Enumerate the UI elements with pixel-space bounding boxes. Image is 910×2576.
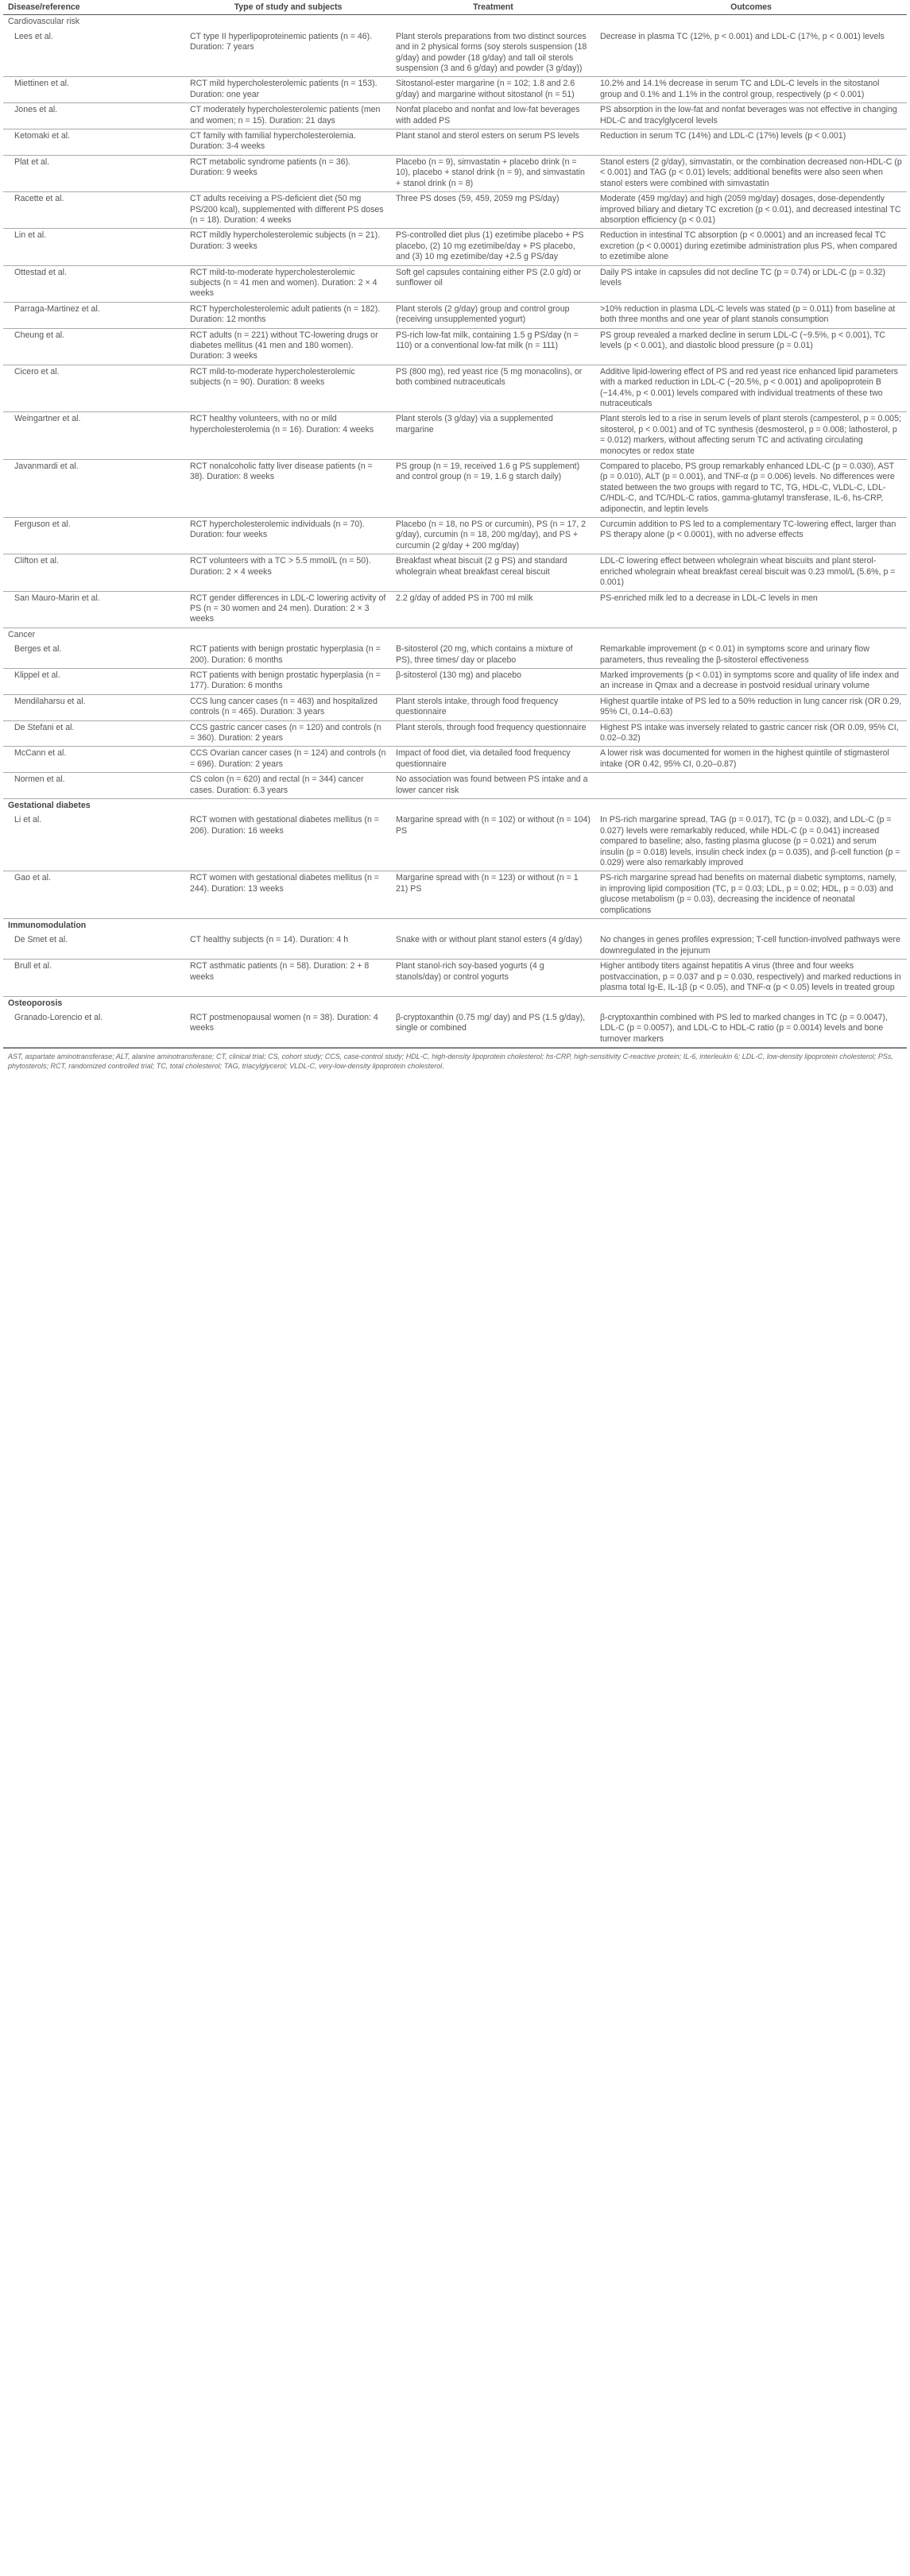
cell-outcomes: PS group revealed a marked decline in serum LDL-C (−9.5%, p < 0.001), TC levels (p < 0.001), and diastolic blood pressure (p = 0.01) <box>595 328 907 365</box>
cell-study-type: RCT mild-to-moderate hypercholesterolemic subjects (n = 90). Duration: 8 weeks <box>185 365 391 412</box>
cell-reference: Ketomaki et al. <box>3 129 185 156</box>
cell-study-type: RCT women with gestational diabetes mellitus (n = 206). Duration: 16 weeks <box>185 813 391 871</box>
table-row <box>3 77 907 103</box>
section-row <box>3 919 907 934</box>
cell-outcomes: Compared to placebo, PS group remarkably enhanced LDL-C (p = 0.030), AST (p = 0.010), ALT (p = 0.001), and TNF-α (p = 0.006) levels. No differences were stated between the two groups with regard to TC, TG, HDL-C, VLDL-C, LDL-C/HDL-C, and TC/HDL-C ratios, gamma-glutamyl transferase, IL-6, hs-CRP, adiponectin, and leptin levels <box>595 460 907 518</box>
cell-reference: Normen et al. <box>3 773 185 799</box>
header-treatment: Treatment <box>391 2 595 15</box>
cell-study-type: RCT nonalcoholic fatty liver disease patients (n = 38). Duration: 8 weeks <box>185 460 391 518</box>
cell-study-type: RCT healthy volunteers, with no or mild hypercholesterolemia (n = 16). Duration: 4 weeks <box>185 412 391 460</box>
cell-study-type: RCT mild-to-moderate hypercholesterolemic subjects (n = 41 men and women). Duration: 2 × 4 weeks <box>185 265 391 302</box>
cell-study-type: RCT patients with benign prostatic hyperplasia (n = 200). Duration: 6 months <box>185 643 391 668</box>
cell-reference: Cicero et al. <box>3 365 185 412</box>
table-row <box>3 871 907 919</box>
cell-reference: Berges et al. <box>3 643 185 668</box>
cell-outcomes: >10% reduction in plasma LDL-C levels was stated (p = 0.011) from baseline at both three months and one year of plant stanols consumption <box>595 302 907 328</box>
cell-treatment: Sitostanol-ester margarine (n = 102; 1.8 and 2.6 g/day) and margarine without sitostanol (n = 51) <box>391 77 595 103</box>
table-row <box>3 933 907 959</box>
table-row <box>3 694 907 720</box>
cell-treatment: Impact of food diet, via detailed food frequency questionnaire <box>391 747 595 773</box>
cell-reference: Clifton et al. <box>3 554 185 591</box>
cell-outcomes: In PS-rich margarine spread, TAG (p = 0.017), TC (p = 0.032), and LDL-C (p = 0.027) levels were remarkably reduced, while HDL-C (p = 0.041) increased compared to baseline; also, fasting plasma glucose (p = 0.021) and serum insulin (p = 0.018) levels, insulin check index (p = 0.035), and β-cell function (p = 0.029) were also remarkably improved <box>595 813 907 871</box>
cell-outcomes: Stanol esters (2 g/day), simvastatin, or the combination decreased non-HDL-C (p < 0.001) and TAG (p < 0.01) levels; additional benefits were also seen when stanol esters were combined with simvastatin <box>595 155 907 191</box>
cell-outcomes: 10.2% and 14.1% decrease in serum TC and LDL-C levels in the sitostanol group and 0.1% and 1.1% in the control group, respectively (p < 0.001) <box>595 77 907 103</box>
cell-reference: Gao et al. <box>3 871 185 919</box>
table-row <box>3 302 907 328</box>
cell-treatment: PS-controlled diet plus (1) ezetimibe placebo + PS placebo, (2) 10 mg ezetimibe/day + PS placebo, and (3) 10 mg ezetimibe/day +2.5 g PS/day <box>391 229 595 265</box>
cell-treatment: β-sitosterol (130 mg) and placebo <box>391 668 595 694</box>
cell-study-type: CT family with familial hypercholesterolemia. Duration: 3-4 weeks <box>185 129 391 156</box>
cell-reference: Racette et al. <box>3 192 185 229</box>
cell-study-type: RCT mild hypercholesterolemic patients (n = 153). Duration: one year <box>185 77 391 103</box>
cell-outcomes: Marked improvements (p < 0.01) in symptoms score and quality of life index and an increase in Qmax and a decrease in postvoid residual urinary volume <box>595 668 907 694</box>
cell-reference: Jones et al. <box>3 103 185 129</box>
cell-treatment: Snake with or without plant stanol esters (4 g/day) <box>391 933 595 959</box>
table-row <box>3 129 907 156</box>
cell-outcomes: PS absorption in the low-fat and nonfat beverages was not effective in changing HDL-C and tracylglycerol levels <box>595 103 907 129</box>
table-row <box>3 960 907 996</box>
cell-study-type: RCT patients with benign prostatic hyperplasia (n = 177). Duration: 6 months <box>185 668 391 694</box>
cell-study-type: CCS lung cancer cases (n = 463) and hospitalized controls (n = 465). Duration: 3 years <box>185 694 391 720</box>
section-row <box>3 15 907 30</box>
cell-outcomes: Plant sterols led to a rise in serum levels of plant sterols (campesterol, p = 0.005; sitosterol, p < 0.001) and of TC synthesis (desmosterol, p = 0.008; lathosterol, p = 0.012) markers, without affecting serum TC and activating circulating monocytes or redox state <box>595 412 907 460</box>
cell-treatment: Plant sterols (3 g/day) via a supplemented margarine <box>391 412 595 460</box>
cell-reference: Plat et al. <box>3 155 185 191</box>
cell-treatment: Plant sterols intake, through food frequency questionnaire <box>391 694 595 720</box>
table-footnote: AST, aspartate aminotransferase; ALT, alanine aminotransferase; CT, clinical trial; CS, cohort study; CCS, case-control study; HDL-C, high-density lipoprotein cholesterol; hs-CRP, high-sensitivity C-reactive protein; IL-6, interleukin 6; LDL-C, low-density lipoprotein cholesterol; PSs, phytosterols; RCT, randomized controlled trial; TC, total cholesterol; TAG, triacylglycerol; VLDL-C, very-low-density lipoprotein cholesterol. <box>3 1048 907 1071</box>
cell-treatment: Placebo (n = 9), simvastatin + placebo drink (n = 10), placebo + stanol drink (n = 9), and simvastatin + stanol drink (n = 8) <box>391 155 595 191</box>
cell-treatment: Plant sterols, through food frequency questionnaire <box>391 720 595 747</box>
section-title: Osteoporosis <box>8 998 63 1008</box>
table-body <box>3 15 907 1048</box>
cell-treatment: Plant stanol-rich soy-based yogurts (4 g stanols/day) or control yogurts <box>391 960 595 996</box>
cell-study-type: CCS gastric cancer cases (n = 120) and controls (n = 360). Duration: 2 years <box>185 720 391 747</box>
cell-outcomes: Moderate (459 mg/day) and high (2059 mg/day) dosages, dose-dependently improved biliary and dietary TC excretion (p < 0.01), and decreased intestinal TC absorption efficiency (p < 0.01) <box>595 192 907 229</box>
cell-treatment: PS-rich low-fat milk, containing 1.5 g PS/day (n = 110) or a conventional low-fat milk (n = 111) <box>391 328 595 365</box>
section-title: Immunomodulation <box>8 921 87 931</box>
cell-study-type: RCT volunteers with a TC > 5.5 mmol/L (n = 50). Duration: 2 × 4 weeks <box>185 554 391 591</box>
section-row <box>3 799 907 814</box>
cell-reference: Brull et al. <box>3 960 185 996</box>
cell-outcomes: β-cryptoxanthin combined with PS led to marked changes in TC (p = 0.0047), LDL-C (p = 0.0057), and LDL-C to HDL-C ratio (p = 0.0014) levels and bone turnover markers <box>595 1011 907 1048</box>
cell-study-type: RCT asthmatic patients (n = 58). Duration: 2 + 8 weeks <box>185 960 391 996</box>
cell-outcomes: Reduction in serum TC (14%) and LDL-C (17%) levels (p < 0.001) <box>595 129 907 156</box>
table-row <box>3 155 907 191</box>
cell-reference: Ferguson et al. <box>3 518 185 554</box>
cell-reference: San Mauro-Marin et al. <box>3 591 185 628</box>
cell-outcomes: Higher antibody titers against hepatitis A virus (three and four weeks postvaccination, p = 0.037 and p = 0.030, respectively) and marked reductions in plasma total Ig-E, IL-1β (p < 0.05), and TNF-α (p < 0.05) levels in treated group <box>595 960 907 996</box>
cell-treatment: Nonfat placebo and nonfat and low-fat beverages with added PS <box>391 103 595 129</box>
table-row <box>3 643 907 668</box>
cell-reference: Javanmardi et al. <box>3 460 185 518</box>
cell-study-type: RCT adults (n = 221) without TC-lowering drugs or diabetes mellitus (41 men and 180 women). Duration: 3 weeks <box>185 328 391 365</box>
cell-study-type: CS colon (n = 620) and rectal (n = 344) cancer cases. Duration: 6.3 years <box>185 773 391 799</box>
cell-study-type: RCT postmenopausal women (n = 38). Duration: 4 weeks <box>185 1011 391 1048</box>
table-row <box>3 192 907 229</box>
cell-reference: Klippel et al. <box>3 668 185 694</box>
cell-treatment: Plant stanol and sterol esters on serum PS levels <box>391 129 595 156</box>
cell-treatment: Plant sterols (2 g/day) group and control group (receiving unsupplemented yogurt) <box>391 302 595 328</box>
cell-outcomes: Daily PS intake in capsules did not decline TC (p = 0.74) or LDL-C (p = 0.32) levels <box>595 265 907 302</box>
cell-outcomes: A lower risk was documented for women in the highest quintile of stigmasterol intake (OR 0.42, 95% CI, 0.20–0.87) <box>595 747 907 773</box>
cell-treatment: Breakfast wheat biscuit (2 g PS) and standard wholegrain wheat breakfast cereal biscuit <box>391 554 595 591</box>
header-outcomes: Outcomes <box>595 2 907 15</box>
cell-treatment: Placebo (n = 18, no PS or curcumin), PS (n = 17, 2 g/day), curcumin (n = 18, 200 mg/day), and PS + curcumin (2 g/day + 200 mg/day) <box>391 518 595 554</box>
cell-study-type: CT type II hyperlipoproteinemic patients (n = 46). Duration: 7 years <box>185 30 391 77</box>
cell-treatment: β-cryptoxanthin (0.75 mg/ day) and PS (1.5 g/day), single or combined <box>391 1011 595 1048</box>
table-wrapper <box>0 0 910 1071</box>
table-row <box>3 412 907 460</box>
cell-outcomes: Decrease in plasma TC (12%, p < 0.001) and LDL-C (17%, p < 0.001) levels <box>595 30 907 77</box>
cell-study-type: RCT women with gestational diabetes mellitus (n = 244). Duration: 13 weeks <box>185 871 391 919</box>
cell-treatment: B-sitosterol (20 mg, which contains a mixture of PS), three times/ day or placebo <box>391 643 595 668</box>
header-disease-reference: Disease/reference <box>3 2 185 15</box>
cell-study-type: RCT metabolic syndrome patients (n = 36). Duration: 9 weeks <box>185 155 391 191</box>
cell-outcomes: LDL-C lowering effect between wholegrain wheat biscuits and plant sterol-enriched wholegrain wheat breakfast cereal biscuit was 0.23 mmol/L (5.6%, p = 0.001) <box>595 554 907 591</box>
cell-study-type: RCT gender differences in LDL-C lowering activity of PS (n = 30 women and 24 men). Duration: 2 × 3 weeks <box>185 591 391 628</box>
cell-reference: Lees et al. <box>3 30 185 77</box>
cell-reference: Parraga-Martinez et al. <box>3 302 185 328</box>
cell-reference: Lin et al. <box>3 229 185 265</box>
cell-outcomes: PS-enriched milk led to a decrease in LDL-C levels in men <box>595 591 907 628</box>
table-row <box>3 668 907 694</box>
cell-reference: Weingartner et al. <box>3 412 185 460</box>
cell-study-type: CCS Ovarian cancer cases (n = 124) and controls (n = 696). Duration: 2 years <box>185 747 391 773</box>
cell-reference: Ottestad et al. <box>3 265 185 302</box>
table-row <box>3 30 907 77</box>
cell-treatment: No association was found between PS intake and a lower cancer risk <box>391 773 595 799</box>
section-row <box>3 628 907 643</box>
table-row <box>3 518 907 554</box>
cell-outcomes: Highest PS intake was inversely related to gastric cancer risk (OR 0.09, 95% CI, 0.02–0.32) <box>595 720 907 747</box>
studies-table <box>3 2 907 1048</box>
cell-study-type: RCT mildly hypercholesterolemic subjects (n = 21). Duration: 3 weeks <box>185 229 391 265</box>
cell-reference: Cheung et al. <box>3 328 185 365</box>
cell-outcomes: Curcumin addition to PS led to a complementary TC-lowering effect, larger than PS therapy alone (p < 0.0001), with no adverse effects <box>595 518 907 554</box>
cell-treatment: 2.2 g/day of added PS in 700 ml milk <box>391 591 595 628</box>
table-row <box>3 328 907 365</box>
cell-reference: Li et al. <box>3 813 185 871</box>
section-title: Cardiovascular risk <box>8 17 80 27</box>
table-row <box>3 265 907 302</box>
section-title: Gestational diabetes <box>8 801 91 810</box>
cell-outcomes: Reduction in intestinal TC absorption (p < 0.0001) and an increased fecal TC excretion (p < 0.0001) during ezetimibe administration plus PS, when compared to ezetimibe alone <box>595 229 907 265</box>
section-title: Cancer <box>8 629 36 639</box>
table-row <box>3 591 907 628</box>
cell-outcomes: No changes in genes profiles expression; T-cell function-involved pathways were downregulated in the jejunum <box>595 933 907 959</box>
cell-outcomes: PS-rich margarine spread had benefits on maternal diabetic symptoms, namely, in improving lipid composition (TC, p = 0.03; LDL, p = 0.02; HDL, p = 0.03) and glucose metabolism (p = 0.03), decreasing the incidence of neonatal complications <box>595 871 907 919</box>
cell-outcomes: Highest quartile intake of PS led to a 50% reduction in lung cancer risk (OR 0.29, 95% CI, 0.14–0.63) <box>595 694 907 720</box>
cell-study-type: CT healthy subjects (n = 14). Duration: 4 h <box>185 933 391 959</box>
table-row <box>3 103 907 129</box>
table-header <box>3 2 907 15</box>
cell-treatment: Plant sterols preparations from two distinct sources and in 2 physical forms (soy sterols suspension (18 g/day) and powder (18 g/day) and tall oil sterols suspension (3 and 6 g/day) and powder (3 g/day)) <box>391 30 595 77</box>
table-row <box>3 554 907 591</box>
table-row <box>3 229 907 265</box>
cell-treatment: Margarine spread with (n = 102) or without (n = 104) PS <box>391 813 595 871</box>
cell-treatment: PS (800 mg), red yeast rice (5 mg monacolins), or both combined nutraceuticals <box>391 365 595 412</box>
table-row <box>3 720 907 747</box>
cell-treatment: PS group (n = 19, received 1.6 g PS supplement) and control group (n = 19, 1.6 g starch daily) <box>391 460 595 518</box>
table-row <box>3 460 907 518</box>
cell-treatment: Soft gel capsules containing either PS (2.0 g/d) or sunflower oil <box>391 265 595 302</box>
table-row <box>3 365 907 412</box>
cell-study-type: RCT hypercholesterolemic individuals (n = 70). Duration: four weeks <box>185 518 391 554</box>
table-row <box>3 1011 907 1048</box>
table-row <box>3 813 907 871</box>
header-study-type: Type of study and subjects <box>185 2 391 15</box>
cell-study-type: CT moderately hypercholesterolemic patients (men and women; n = 15). Duration: 21 days <box>185 103 391 129</box>
cell-outcomes: Additive lipid-lowering effect of PS and red yeast rice enhanced lipid parameters with a marked reduction in LDL-C (−20.5%, p < 0.001) and apolipoprotein B (−14.4%, p < 0.001) levels compared with individual treatments of these two nutraceuticals <box>595 365 907 412</box>
cell-reference: Granado-Lorencio et al. <box>3 1011 185 1048</box>
cell-reference: De Stefani et al. <box>3 720 185 747</box>
table-row <box>3 747 907 773</box>
cell-reference: McCann et al. <box>3 747 185 773</box>
cell-reference: Miettinen et al. <box>3 77 185 103</box>
cell-outcomes: Remarkable improvement (p < 0.01) in symptoms score and urinary flow parameters, thus revealing the β-sitosterol effectiveness <box>595 643 907 668</box>
table-row <box>3 773 907 799</box>
cell-reference: Mendilaharsu et al. <box>3 694 185 720</box>
cell-outcomes <box>595 773 907 799</box>
cell-treatment: Margarine spread with (n = 123) or without (n = 1 21) PS <box>391 871 595 919</box>
cell-study-type: CT adults receiving a PS-deficient diet (50 mg PS/200 kcal), supplemented with different PS doses (n = 18). Duration: 4 weeks <box>185 192 391 229</box>
cell-study-type: RCT hypercholesterolemic adult patients (n = 182). Duration: 12 months <box>185 302 391 328</box>
section-row <box>3 996 907 1011</box>
cell-reference: De Smet et al. <box>3 933 185 959</box>
cell-treatment: Three PS doses (59, 459, 2059 mg PS/day) <box>391 192 595 229</box>
